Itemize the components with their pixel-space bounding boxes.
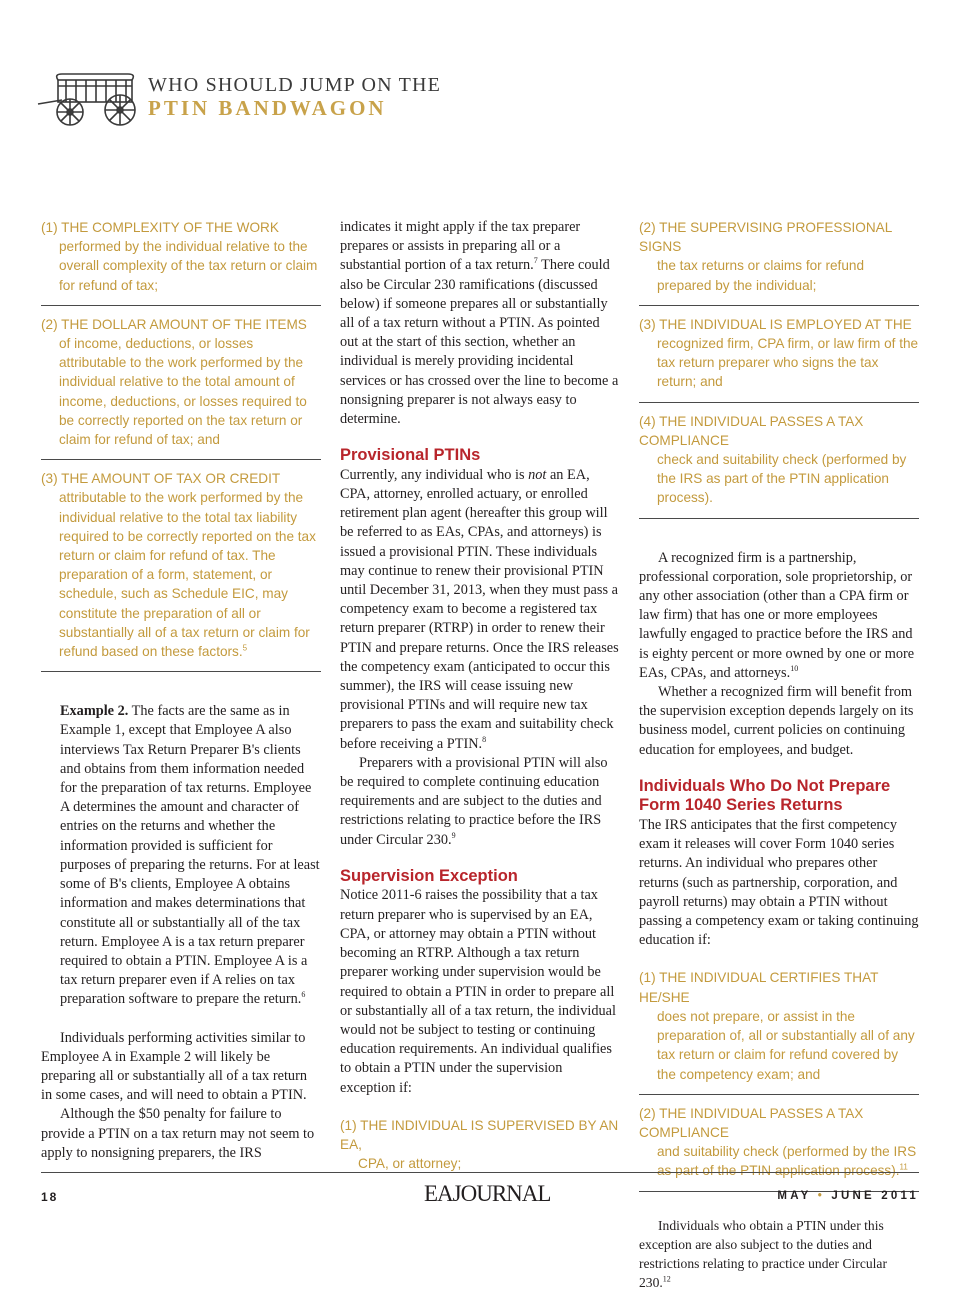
footnote-ref: 8 (482, 734, 487, 744)
example-text: The facts are the same as in Example 1, except that Employee A also interviews Tax Return Preparer B's clients and obtains from them information needed for the preparation of tax returns. Employee A determines the amount and character of entries on the returns and whether the information provided is sufficient for purposes of preparing the returns. For at least some of B's clients, Employee A obtains information and makes determinations that constitute all or substantially all of the tax return. Employee A is a tax return preparer required to obtain a PTIN. Employee A is a tax return preparer even if A relies on tax preparation software to prepare the return. (60, 703, 320, 1008)
list-item-body: of income, deductions, or losses attributable to the work performed by the individual relative to the total amount of income, deductions, or losses required to be correctly reported on the tax return or claim for refund of tax; and (59, 336, 307, 448)
divider (639, 305, 919, 306)
list-item (41, 315, 321, 449)
paragraph: indicates it might apply if the tax preparer prepares or assists in preparing all or a substantial portion of a tax return.$^7$ There could also be Circular 230 ramifications (discussed below) if someone prepares all or substantially all of a tax return without a PTIN. As pointed out at the start of this section, whether an individual is merely providing incidental services or has crossed over the line to become a nonsigning preparer is not always easy to determine. (340, 219, 619, 428)
paragraph: Currently, any individual who is not an EA, CPA, attorney, enrolled actuary, or enrolled retirement plan agent (hereafter this group will be referred to as EAs, CPAs, and attorneys) is issued a provisional PTIN. These individuals may continue to renew their provisional PTIN until December 31, 2013, when they must pass a competency exam to become a registered tax return preparer (RTRP) in order to renew their PTIN and prepare returns. Once the IRS releases the competency exam (anticipated to occur this summer), the IRS will cease issuing new provisional PTINs and will require new tax preparers to pass the exam and suitability check before receiving a PTIN.$^8$ (340, 466, 619, 752)
list-item-head: (2) THE SUPERVISING PROFESSIONAL SIGNS (639, 220, 892, 255)
divider (639, 518, 919, 519)
divider (639, 1094, 919, 1095)
list-item-head: (3) THE AMOUNT OF TAX OR CREDIT (41, 471, 281, 487)
footnote-ref: 5 (242, 643, 248, 653)
list-item (41, 218, 321, 295)
column-3 (639, 218, 919, 1292)
paragraph: The IRS anticipates that the first competency exam it releases will cover Form 1040 series returns. An individual who prepares other returns (such as partnership, corporation, and payroll returns) may obtain a PTIN without passing a competency exam or taking continuing education if: (639, 817, 919, 949)
column-1 (41, 218, 321, 1163)
divider (639, 402, 919, 403)
paragraph: Individuals performing activities similar to Employee A in Example 2 will likely be preparing all or substantially all of a tax return in some cases, and will need to obtain a PTIN. (41, 1029, 307, 1104)
header-title-line2: PTIN BANDWAGON (148, 96, 387, 120)
list-item-head: (3) THE INDIVIDUAL IS EMPLOYED AT THE (639, 316, 912, 332)
list-item-head: (1) THE INDIVIDUAL IS SUPERVISED BY AN EA, (340, 1117, 619, 1152)
journal-logo: EAJOURNAL (424, 1181, 551, 1206)
list-item (639, 968, 919, 1083)
list-item-head: (1) THE COMPLEXITY OF THE WORK (41, 220, 279, 235)
divider (41, 459, 321, 460)
paragraph: Preparers with a provisional PTIN will also be required to complete continuing education requirements and are subject to the duties and restrictions relating to practice before the IRS under Circular 230.$^9$ (340, 754, 608, 848)
list-item (639, 218, 919, 295)
paragraph: Individuals who obtain a PTIN under this exception are also subject to the duties and restrictions relating to practice under Circular 230.12 (639, 1217, 887, 1291)
list-item-head: (4) THE INDIVIDUAL PASSES A TAX COMPLIANCE (639, 413, 864, 448)
wagon-icon (36, 70, 146, 130)
footnote-ref: 6 (301, 990, 306, 1000)
paragraph: A recognized firm is a partnership, professional corporation, sole proprietorship, or any other association (other than a CPA firm or law firm) that has one or more employees lawfully engaged to practice before the IRS and is eighty percent or more owned by one or more EAs, CPAs, and attorneys.$^{10}$ (639, 549, 915, 681)
section-heading: Provisional PTINs (340, 446, 481, 465)
list-item-body: attributable to the work performed by the individual relative to the total tax liability required to be correctly reported on the tax return or claim for refund of tax. The preparation of a form, statement, or schedule, such as Schedule EIC, may constitute the preparation of all or substantially all of a tax return or claim for refund based on these factors. (59, 490, 316, 660)
divider (41, 671, 321, 672)
list-item-body: recognized firm, CPA firm, or law firm of the tax return preparer who signs the tax return; and (657, 336, 919, 390)
list-item-body: CPA, or attorney; (358, 1156, 462, 1172)
issue-date: MAY • JUNE 2011 (777, 1190, 919, 1202)
column-2 (340, 218, 620, 1173)
list-item-body: does not prepare, or assist in the preparation of, all or substantially all of any tax return or claim for refund covered by the competency exam; and (657, 1008, 915, 1082)
list-item-head: (2) THE INDIVIDUAL PASSES A TAX COMPLIANCE (639, 1105, 864, 1140)
list-item (639, 315, 919, 392)
footnote-ref: 7 (533, 256, 538, 266)
paragraph: Although the $50 penalty for failure to provide a PTIN on a tax return may not seem to apply to nonsigning preparers, the IRS (41, 1106, 315, 1161)
footnote-ref: 12 (662, 1274, 671, 1284)
page-number: 18 (41, 1190, 59, 1204)
list-item-body: check and suitability check (performed by the IRS as part of the PTIN application process). (657, 452, 907, 506)
list-item (41, 469, 321, 661)
list-item-body: and suitability check (performed by the IRS as part of the PTIN application process). (657, 1144, 917, 1179)
paragraph: Notice 2011-6 raises the possibility that a tax return preparer who is supervised by an EA, CPA, or attorney may obtain a PTIN without becoming an RTRP. Although a tax return preparer working under supervision would be required to obtain a PTIN in order to prepare all or substantially all of a tax return, the individual would not be subject to testing or continuing education requirements. An individual qualifies to obtain a PTIN under the supervision exception if: (340, 887, 616, 1096)
example-label: Example 2. (60, 703, 129, 720)
divider (41, 305, 321, 306)
header-title-line1: WHO SHOULD JUMP ON THE (148, 74, 442, 96)
example-block (41, 702, 321, 1009)
footer-divider (41, 1172, 919, 1173)
list-item-head: (2) THE DOLLAR AMOUNT OF THE ITEMS (41, 316, 307, 332)
section-heading: Individuals Who Do Not Prepare Form 1040 Series Returns (639, 776, 891, 815)
footnote-ref: 10 (790, 664, 799, 674)
paragraph: Whether a recognized firm will benefit from the supervision exception depends largely on its business model, current policies on continuing education for employees, and budget. (639, 684, 914, 758)
section-heading: Supervision Exception (340, 866, 518, 885)
footnote-ref: 11 (899, 1162, 908, 1172)
list-item-body: performed by the individual relative to the overall complexity of the tax return or claim for refund of tax; (59, 239, 318, 293)
footnote-ref: 9 (451, 830, 456, 840)
list-item (639, 412, 919, 508)
list-item-head: (1) THE INDIVIDUAL CERTIFIES THAT HE/SHE (639, 970, 879, 1005)
list-item (340, 1116, 620, 1174)
list-item (639, 1104, 919, 1181)
article-header (36, 64, 456, 134)
list-item-body: the tax returns or claims for refund prepared by the individual; (657, 258, 865, 293)
